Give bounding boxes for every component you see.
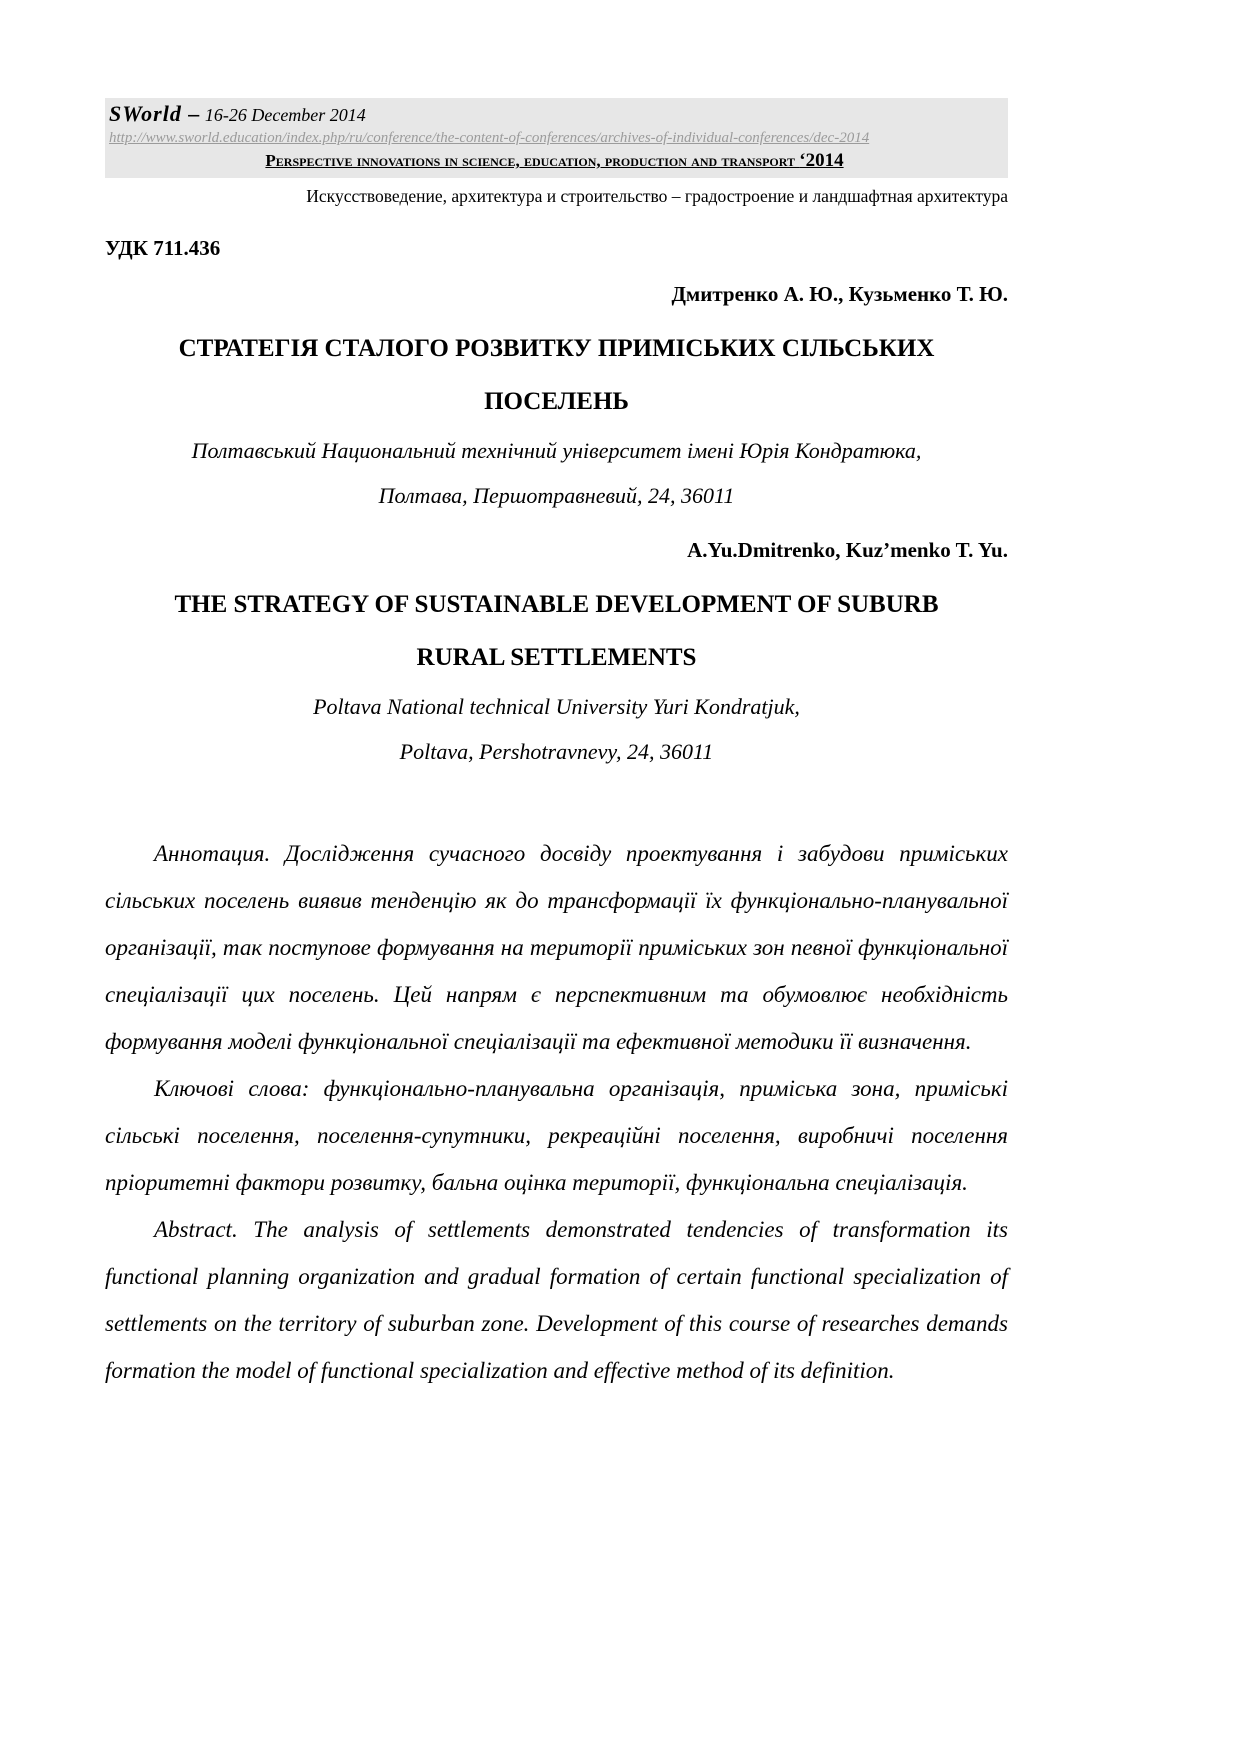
article-title-uk-line1: СТРАТЕГІЯ СТАЛОГО РОЗВИТКУ ПРИМІСЬКИХ СІЛЬСЬКИХ — [178, 335, 935, 362]
conference-header — [105, 98, 1008, 178]
conference-title: Perspective innovations in science, education, production and transport — [265, 151, 800, 170]
affiliation-en-line2: Poltava, Pershotravnevy, 24, 36011 — [399, 739, 714, 764]
affiliation-en-line1: Poltava National technical University Yuri Kondratjuk, — [313, 694, 800, 719]
affiliation-uk-line2: Полтава, Першотравневий, 24, 36011 — [378, 483, 735, 508]
conference-year: ‘2014 — [799, 150, 844, 171]
article-title-en-line1: THE STRATEGY OF SUSTAINABLE DEVELOPMENT OF SUBURB — [174, 591, 939, 618]
keywords-paragraph: Ключові слова: функціонально-планувальна організація, приміська зона, приміські сільські поселення, поселення-супутники, рекреаційні поселення, виробничі поселення пріоритетні фактори розвитку, бальна оцінка території, функціональна спеціалізація. — [105, 1076, 1008, 1195]
conference-url-link[interactable]: http://www.sworld.education/index.php/ru/conference/the-content-of-conferences/archives-of-individual-conferences/dec-2014 — [109, 130, 870, 146]
affiliation-uk-line1: Полтавський Национальний технічний університет імені Юрія Кондратюка, — [191, 438, 922, 463]
abstract-en-paragraph: Abstract. The analysis of settlements demonstrated tendencies of transformation its functional planning organization and gradual formation of certain functional specialization of settlements on the territory of suburban zone. Development of this course of researches demands formation the model of functional specialization and effective method of its definition. — [105, 1217, 1008, 1383]
affiliation-uk — [105, 428, 1008, 518]
conference-title-line — [109, 149, 1000, 173]
conference-brand-line — [109, 101, 1000, 128]
section-title: Искусствоведение, архитектура и строительство – градостроение и ландшафтная архитектура — [306, 186, 1008, 206]
sworld-logo-text: SWorld – — [109, 101, 201, 126]
annotation-paragraph: Аннотация. Дослідження сучасного досвіду проектування і забудови приміських сільських поселень виявив тенденцію як до трансформації їх функціонально-планувальної організації, так поступове формування на території приміських зон певної функціональної спеціалізації цих поселень. Цей напрям є перспективним та обумовлює необхідність формування моделі функціональної спеціалізації та ефективної методики її визначення. — [105, 841, 1008, 1054]
conference-dates: 16-26 December 2014 — [200, 105, 366, 125]
authors-en: A.Yu.Dmitrenko, Kuz’menko T. Yu. — [687, 538, 1008, 562]
authors-ru: Дмитренко А. Ю., Кузьменко Т. Ю. — [671, 282, 1008, 306]
article-title-en — [105, 578, 1008, 684]
article-title-uk — [105, 322, 1008, 428]
article-title-en-line2: RURAL SETTLEMENTS — [416, 644, 697, 671]
affiliation-en — [105, 684, 1008, 774]
udc-code: УДК 711.436 — [105, 236, 221, 260]
article-title-uk-line2: ПОСЕЛЕНЬ — [484, 388, 629, 415]
article-body — [105, 830, 1008, 1394]
